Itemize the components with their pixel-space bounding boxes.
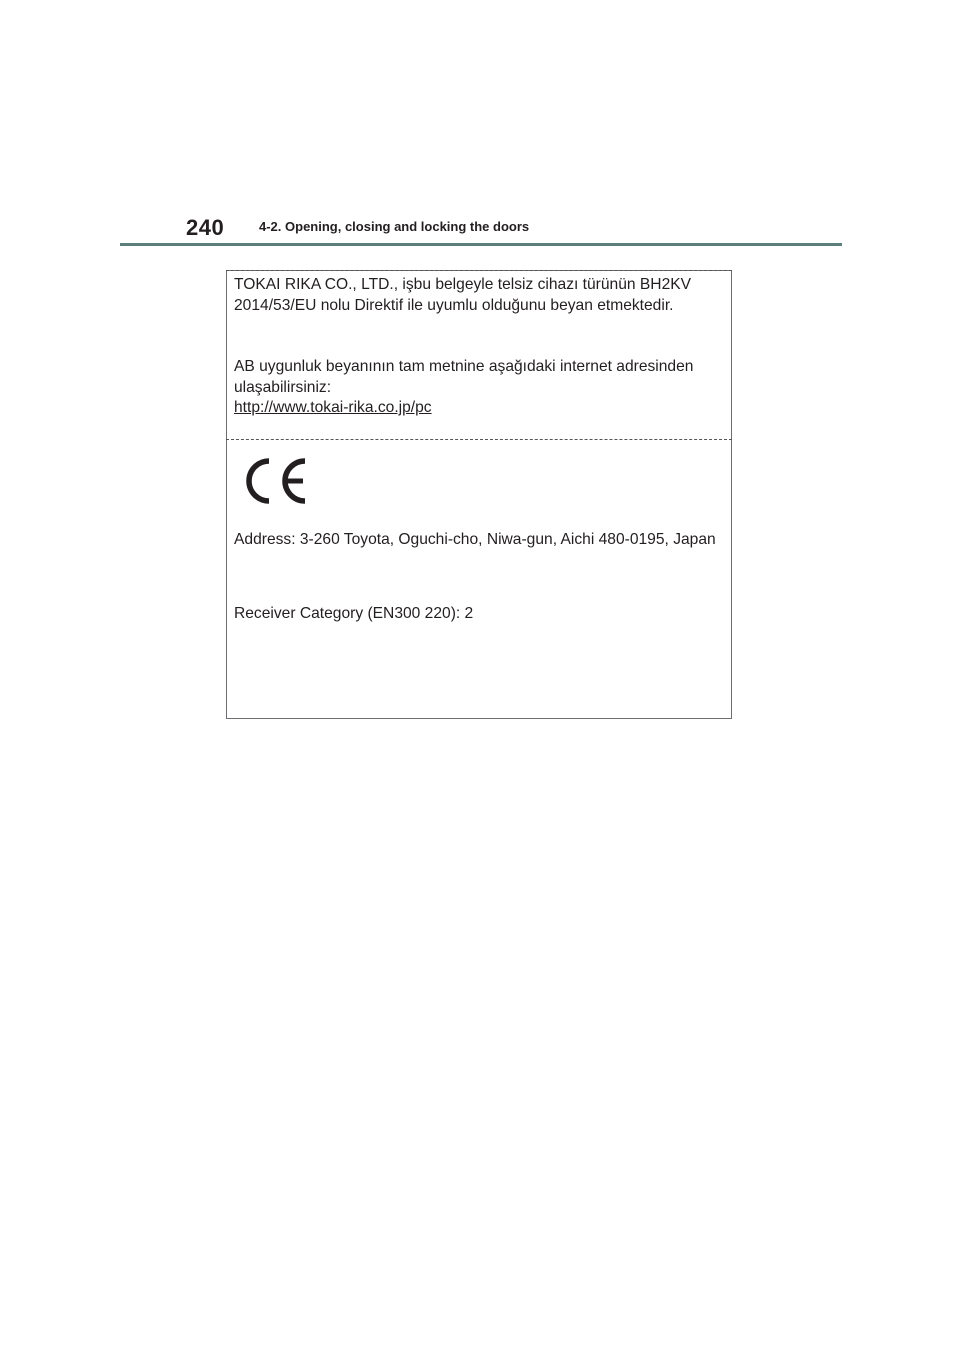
- section-title: 4-2. Opening, closing and locking the doors: [259, 219, 530, 234]
- box-top-border: [226, 270, 732, 271]
- manufacturer-address: Address: 3-260 Toyota, Oguchi-cho, Niwa-gun, Aichi 480-0195, Japan: [234, 531, 716, 548]
- ce-mark-icon: [241, 457, 309, 505]
- declaration-access-text: AB uygunluk beyanının tam metnine aşağıdaki internet adresinden ulaşabilirsiniz:: [234, 358, 694, 396]
- box-divider: [226, 439, 732, 440]
- declaration-statement: TOKAI RIKA CO., LTD., işbu belgeyle telsiz cihazı türünün BH2KV 2014/53/EU nolu Direktif ile uyumlu olduğunu beyan etmektedir.: [234, 276, 692, 314]
- page-number: 240: [186, 215, 225, 240]
- receiver-category: Receiver Category (EN300 220): 2: [234, 605, 474, 622]
- declaration-url-link[interactable]: http://www.tokai-rika.co.jp/pc: [234, 399, 432, 416]
- header-rule: [120, 243, 842, 246]
